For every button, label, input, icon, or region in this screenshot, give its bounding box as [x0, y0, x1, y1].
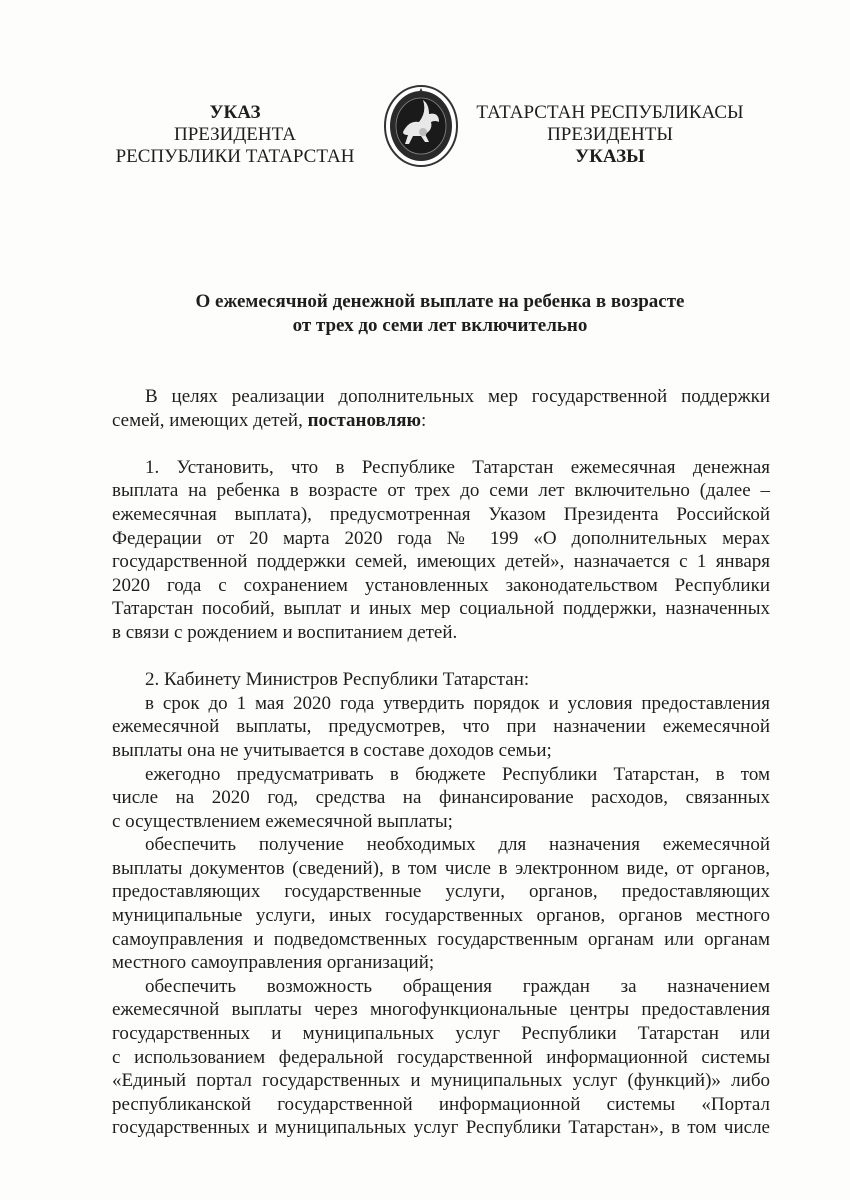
header-left-line2: ПРЕЗИДЕНТА — [173, 124, 297, 145]
paragraph-line: выплата на ребенка в возрасте от трех до семи лет включительно (далее – — [112, 480, 770, 502]
header-left — [85, 102, 385, 168]
paragraph-line: Татарстан пособий, выплат и иных мер социальной поддержки, назначенных — [112, 598, 770, 620]
paragraph-line: предоставляющих государственные услуги, органов, предоставляющих — [112, 881, 770, 903]
paragraph-line: ежегодно предусматривать в бюджете Республики Татарстан, в том — [145, 763, 770, 785]
paragraph-line: с осуществлением ежемесячной выплаты; — [112, 810, 453, 832]
paragraph — [112, 833, 770, 975]
intro-decree-word: постановляю — [307, 409, 421, 431]
paragraph-line: местного самоуправления организаций; — [112, 952, 435, 974]
paragraph — [112, 668, 770, 692]
header-right-line3: УКАЗЫ — [575, 146, 645, 167]
paragraph-line: «Единый портал государственных и муниципальных услуг (функций)» либо — [112, 1070, 770, 1092]
paragraph-line: выплаты документов (сведений), в том числе в электронном виде, от органов, — [112, 857, 770, 879]
paragraph-line: обеспечить возможность обращения граждан за назначением — [145, 975, 770, 997]
paragraph-line: ежемесячная выплата), предусмотренная Указом Президента Российской — [112, 503, 770, 525]
paragraph — [112, 975, 770, 1140]
paragraph-line: государственных и муниципальных услуг Республики Татарстан», в том числе — [112, 1117, 770, 1139]
header-left-line3: РЕСПУБЛИКИ ТАТАРСТАН — [115, 146, 355, 167]
title-line1: О ежемесячной денежной выплате на ребенка в возрасте — [195, 291, 685, 312]
paragraph-line: 2020 года с сохранением установленных законодательством Республики — [112, 574, 770, 596]
intro-paragraph — [112, 385, 770, 432]
intro-line2 — [112, 409, 770, 433]
paragraph-line: 2. Кабинету Министров Республики Татарстан: — [145, 669, 530, 691]
paragraph — [112, 456, 770, 645]
paragraph-line: муниципальные услуги, иных государственных органов, органов местного — [112, 905, 770, 927]
paragraph-line: государственной поддержки семей, имеющих детей», назначается с 1 января — [112, 551, 770, 573]
paragraph-line: 1. Установить, что в Республике Татарстан ежемесячная денежная — [145, 456, 770, 478]
header-right — [460, 102, 760, 168]
document-body — [112, 385, 770, 1140]
document-title — [100, 290, 780, 337]
paragraph-gap — [112, 645, 770, 669]
title-line2: от трех до семи лет включительно — [292, 314, 588, 336]
paragraph-line: в связи с рождением и воспитанием детей. — [112, 621, 458, 643]
paragraph-line: выплаты она не учитывается в составе доходов семьи; — [112, 739, 552, 761]
intro-prefix: семей, имеющих детей, — [112, 409, 308, 431]
paragraph-line: обеспечить получение необходимых для назначения ежемесячной — [145, 834, 770, 856]
paragraphs — [112, 432, 770, 1140]
coat-of-arms-icon — [383, 84, 459, 168]
paragraph-line: числе на 2020 год, средства на финансирование расходов, связанных — [112, 787, 770, 809]
paragraph-line: с использованием федеральной государственной информационной системы — [112, 1046, 770, 1068]
header-right-line2: ПРЕЗИДЕНТЫ — [547, 124, 673, 145]
paragraph-line: самоуправления и подведомственных государственным органам или органам — [112, 928, 770, 950]
paragraph-line: в срок до 1 мая 2020 года утвердить порядок и условия предоставления — [145, 692, 770, 714]
paragraph — [112, 692, 770, 763]
paragraph-line: республиканской государственной информационной системы «Портал — [112, 1093, 770, 1115]
paragraph-gap — [112, 432, 770, 456]
paragraph-line: ежемесячной выплаты, предусмотрев, что при назначении ежемесячной — [112, 716, 770, 738]
header-right-line1: ТАТАРСТАН РЕСПУБЛИКАСЫ — [476, 102, 744, 123]
intro-suffix: : — [421, 409, 427, 431]
paragraph — [112, 763, 770, 834]
paragraph-line: ежемесячной выплаты через многофункциональные центры предоставления — [112, 999, 770, 1021]
paragraph-line: Федерации от 20 марта 2020 года № 199 «О дополнительных мерах — [112, 527, 770, 549]
paragraph-line: государственных и муниципальных услуг Республики Татарстан или — [112, 1023, 770, 1045]
intro-line1: В целях реализации дополнительных мер государственной поддержки — [145, 386, 770, 407]
header-left-line1: УКАЗ — [209, 102, 261, 123]
